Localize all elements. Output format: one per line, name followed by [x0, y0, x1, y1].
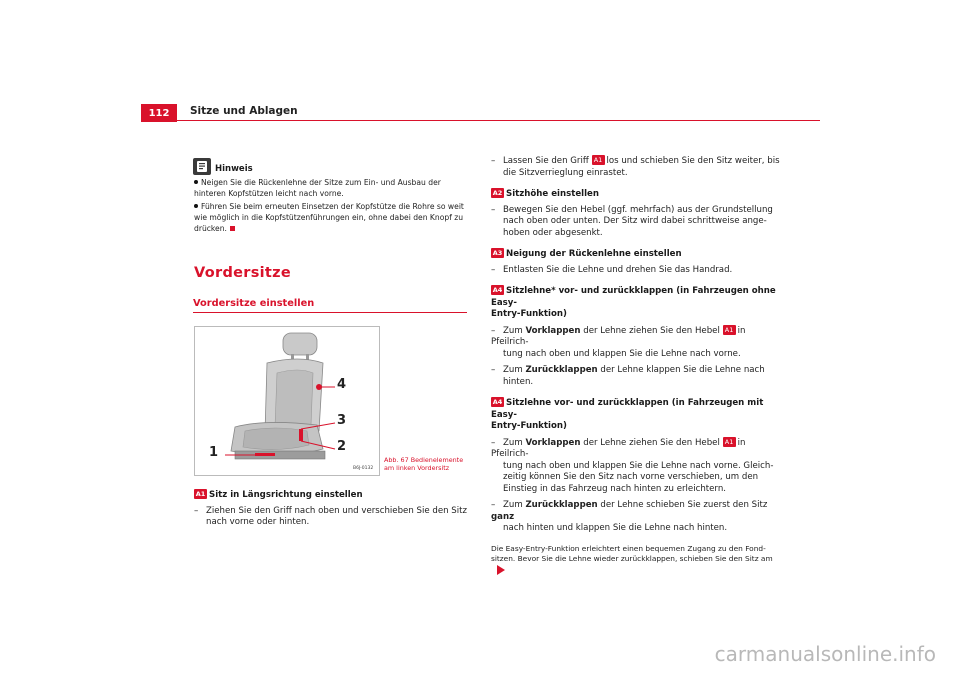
footnote-text: Die Easy-Entry-Funktion erleichtert einen bequemen Zugang zu den Fond- [491, 543, 766, 553]
watermark: carmanualsonline.info [714, 642, 936, 666]
note-info-icon [193, 158, 211, 175]
step-badge: A1 [723, 437, 736, 447]
subsection-title: Vordersitze einstellen [193, 298, 315, 309]
step-badge: A1 [195, 490, 206, 498]
note-bullet-1 [194, 178, 469, 200]
subsection-rule [193, 312, 467, 313]
callout-4: 4 [337, 377, 347, 392]
figure-caption-line: am linken Vordersitz [384, 464, 450, 472]
note-title: Hinweis [215, 164, 253, 174]
figure-caption-line: Abb. 67 Bedienelemente [384, 456, 464, 464]
item-text: Ziehen Sie den Griff nach oben und verschieben Sie den Sitz [206, 505, 468, 516]
step-badge: A2 [492, 189, 503, 197]
section-title: Vordersitze [194, 265, 292, 281]
end-mark-icon [230, 226, 235, 231]
item-title: Entry-Funktion) [491, 421, 567, 431]
step-badge: A4 [492, 286, 503, 294]
note-bullet-2 [194, 202, 469, 234]
note-bullet-text: Neigen Sie die Rückenlehne der Sitze zum Ein- und Ausbau der hinteren Kopfstützen leicht nach vorne. [194, 178, 441, 198]
seat-figure [194, 326, 380, 476]
step-badge: A1 [723, 325, 736, 335]
step-badge: A1 [592, 155, 605, 165]
item-title: Sitzhöhe einstellen [506, 189, 599, 199]
left-item-1: A1 Sitz in Längsrichtung einstellen – Ziehen Sie den Griff nach oben und verschieben Sie den Sitz nach vorne oder hinten. [194, 490, 468, 527]
bullet-icon [194, 204, 198, 208]
item-title: Entry-Funktion) [491, 309, 567, 319]
item-title: Neigung der Rückenlehne einstellen [506, 249, 682, 259]
item-title: Sitz in Längsrichtung einstellen [209, 490, 363, 500]
callout-1: 1 [209, 445, 219, 460]
header-rule [141, 120, 820, 121]
item-title: Sitzlehne* vor- und zurückklappen (in Fahrzeugen ohne Easy- [491, 286, 776, 308]
page-number: 112 [141, 104, 177, 122]
step-badge: A4 [492, 398, 503, 406]
figure-code: B6J-0132 [353, 466, 374, 471]
step-badge: A3 [492, 249, 503, 257]
bullet-icon [194, 180, 198, 184]
callout-3: 3 [337, 413, 347, 428]
footnote-text: sitzen. Bevor Sie die Lehne wieder zurückklappen, schieben Sie den Sitz am [491, 554, 781, 576]
right-column: – Lassen Sie den Griff A1 los und schieben Sie den Sitz weiter, bis die Sitzverrieglung einrastet. A2 Sitzhöhe einstellen – Bewegen Sie den Hebel (ggf. mehrfach) aus der Grundstellung nach oben oder unten. Der Sitz wird dabei schrittweise ange- hoben oder abgesenkt. A3 Neigung der Rückenlehne einstellen – Entlasten Sie die Lehne und drehen Sie das Handrad. A4 Sitzlehne* vor- und zurückklappen (in Fahrzeugen ohne Easy- Entry-Funktion) – Zum Vorklappen der Lehne ziehen Sie den Hebel A1 in Pfeilrich- tung nach oben und klappen Sie die Lehne nach vorne. – Zum Zurückklappen der Lehne klappen Sie die Lehne nach hinten. A4 Sitzlehne vor- und zurückklappen (in Fahrzeugen mit Easy- Entry-Funktion) – Zum Vorklappen der Lehne ziehen Sie den Hebel A1 in Pfeilrich- tung nach oben und klappen Sie die Lehne nach vorne. Gleich- zeitig können Sie den Sitz nach vorne verschieben, um den Einstieg in das Fahrzeug nach hinten zu erleichtern. – Zum Zurückklappen der Lehne schieben Sie zuerst den Sitz ganz nach hinten und klappen Sie die Lehne nach hinten. Die Easy-Entry-Funktion erleichtert einen bequemen Zugang zu den Fond- sitzen. Bevor Sie die Lehne wieder zurückklappen, schieben Sie den Sitz am [491, 155, 781, 576]
seat-illustration [195, 327, 379, 475]
figure-caption [384, 456, 463, 472]
chapter-title: Sitze und Ablagen [190, 105, 298, 117]
note-bullet-text: Führen Sie beim erneuten Einsetzen der Kopfstütze die Rohre so weit wie möglich in die Kopfstützenführungen ein, ohne dabei den Knopf zu drücken. [194, 202, 464, 233]
item-text: nach vorne oder hinten. [206, 517, 310, 527]
callout-2: 2 [337, 439, 347, 454]
continue-arrow-icon [497, 565, 505, 575]
item-title: Sitzlehne vor- und zurückklappen (in Fahrzeugen mit Easy- [491, 398, 764, 420]
